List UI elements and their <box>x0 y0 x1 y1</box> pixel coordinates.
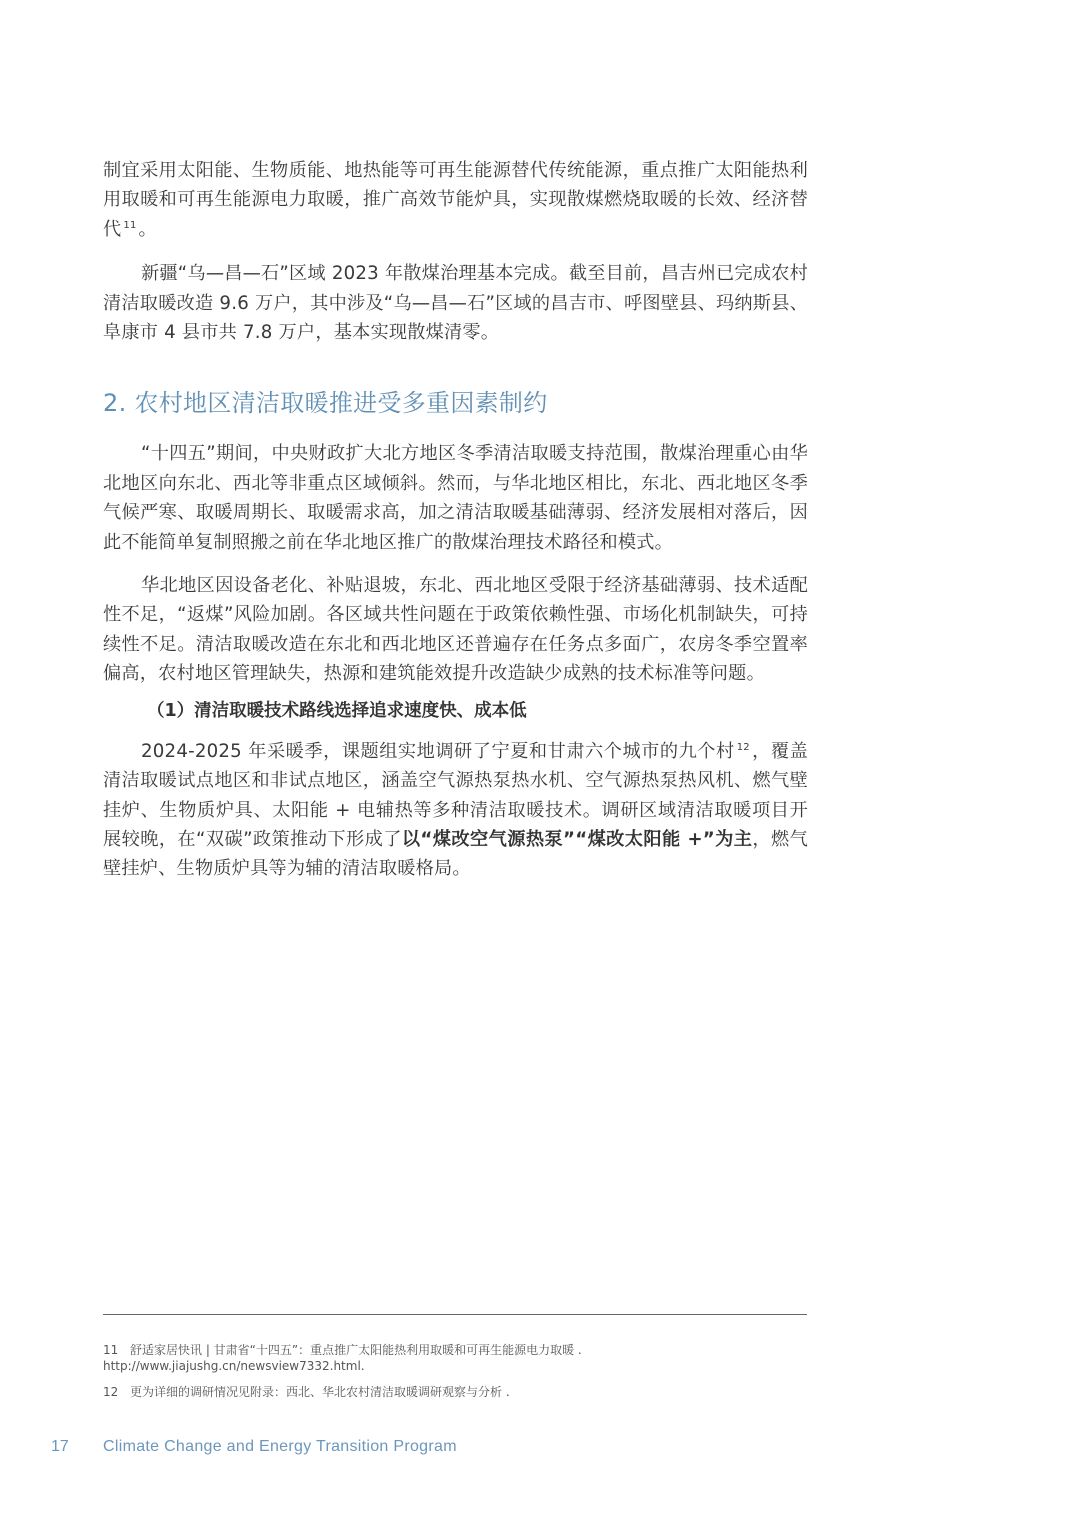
footnote-ref-11[interactable]: 11 <box>123 219 137 231</box>
footnote-text[interactable]: 舒适家居快讯 | 甘肃省“十四五”：重点推广太阳能热利用取暖和可再生能源电力取暖 . http://www.jiajushg.cn/newsview7332.html. <box>103 1343 582 1373</box>
paragraph-1-text: 制宜采用太阳能、生物质能、地热能等可再生能源替代传统能源，重点推广太阳能热利用取暖和可再生能源电力取暖，推广高效节能炉具，实现散煤燃烧取暖的长效、经济替代 <box>103 160 808 240</box>
main-content <box>103 156 808 884</box>
paragraph-2: 新疆“乌—昌—石”区域 2023 年散煤治理基本完成。截至目前，昌吉州已完成农村清洁取暖改造 9.6 万户，其中涉及“乌—昌—石”区域的昌吉市、呼图壁县、玛纳斯县、阜康市 4 县市共 7.8 万户，基本实现散煤清零。 <box>103 263 808 344</box>
page-number: 17 <box>51 1438 69 1455</box>
paragraph-5 <box>103 737 808 884</box>
paragraph-1 <box>103 156 808 244</box>
program-name: Climate Change and Energy Transition Program <box>103 1438 457 1455</box>
paragraph-3: “十四五”期间，中央财政扩大北方地区冬季清洁取暖支持范围，散煤治理重心由华北地区向东北、西北等非重点区域倾斜。然而，与华北地区相比，东北、西北地区冬季气候严寒、取暖周期长、取暖需求高，加之清洁取暖基础薄弱、经济发展相对落后，因此不能简单复制照搬之前在华北地区推广的散煤治理技术路径和模式。 <box>103 443 808 553</box>
footnote-12 <box>103 1384 808 1400</box>
subsection-heading: （1）清洁取暖技术路线选择追求速度快、成本低 <box>147 700 527 721</box>
footnotes <box>103 1342 808 1410</box>
paragraph-5-emphasis: 以“煤改空气源热泵”“煤改太阳能 +”为主 <box>401 828 753 850</box>
paragraph-5-text-c: ，燃气壁挂炉、生物质炉具等为辅的清洁取暖格局。 <box>103 828 808 880</box>
section-heading: 2. 农村地区清洁取暖推进受多重因素制约 <box>103 389 548 418</box>
footnote-ref-12[interactable]: 12 <box>736 741 750 753</box>
paragraph-1-end: 。 <box>138 218 157 240</box>
footnote-11 <box>103 1342 808 1374</box>
paragraph-5-text-b: ，覆盖清洁取暖试点地区和非试点地区，涵盖空气源热泵热水机、空气源热泵热风机、燃气壁挂炉、生物质炉具、太阳能 + 电辅热等多种清洁取暖技术。调研区域清洁取暖项目开展较晚，在“双碳”政策推动下形成了 <box>103 740 808 850</box>
footnote-text: 更为详细的调研情况见附录：西北、华北农村清洁取暖调研观察与分析 . <box>130 1385 510 1399</box>
page-footer <box>0 1438 1080 1462</box>
paragraph-4: 华北地区因设备老化、补贴退坡，东北、西北地区受限于经济基础薄弱、技术适配性不足，“返煤”风险加剧。各区域共性问题在于政策依赖性强、市场化机制缺失，可持续性不足。清洁取暖改造在东北和西北地区还普遍存在任务点多面广，农房冬季空置率偏高，农村地区管理缺失，热源和建筑能效提升改造缺少成熟的技术标准等问题。 <box>103 575 808 685</box>
footnote-number: 11 <box>103 1343 119 1357</box>
footnote-number: 12 <box>103 1385 119 1399</box>
footnote-divider <box>103 1314 807 1315</box>
paragraph-5-text-a: 2024-2025 年采暖季，课题组实地调研了宁夏和甘肃六个城市的九个村 <box>141 740 735 762</box>
